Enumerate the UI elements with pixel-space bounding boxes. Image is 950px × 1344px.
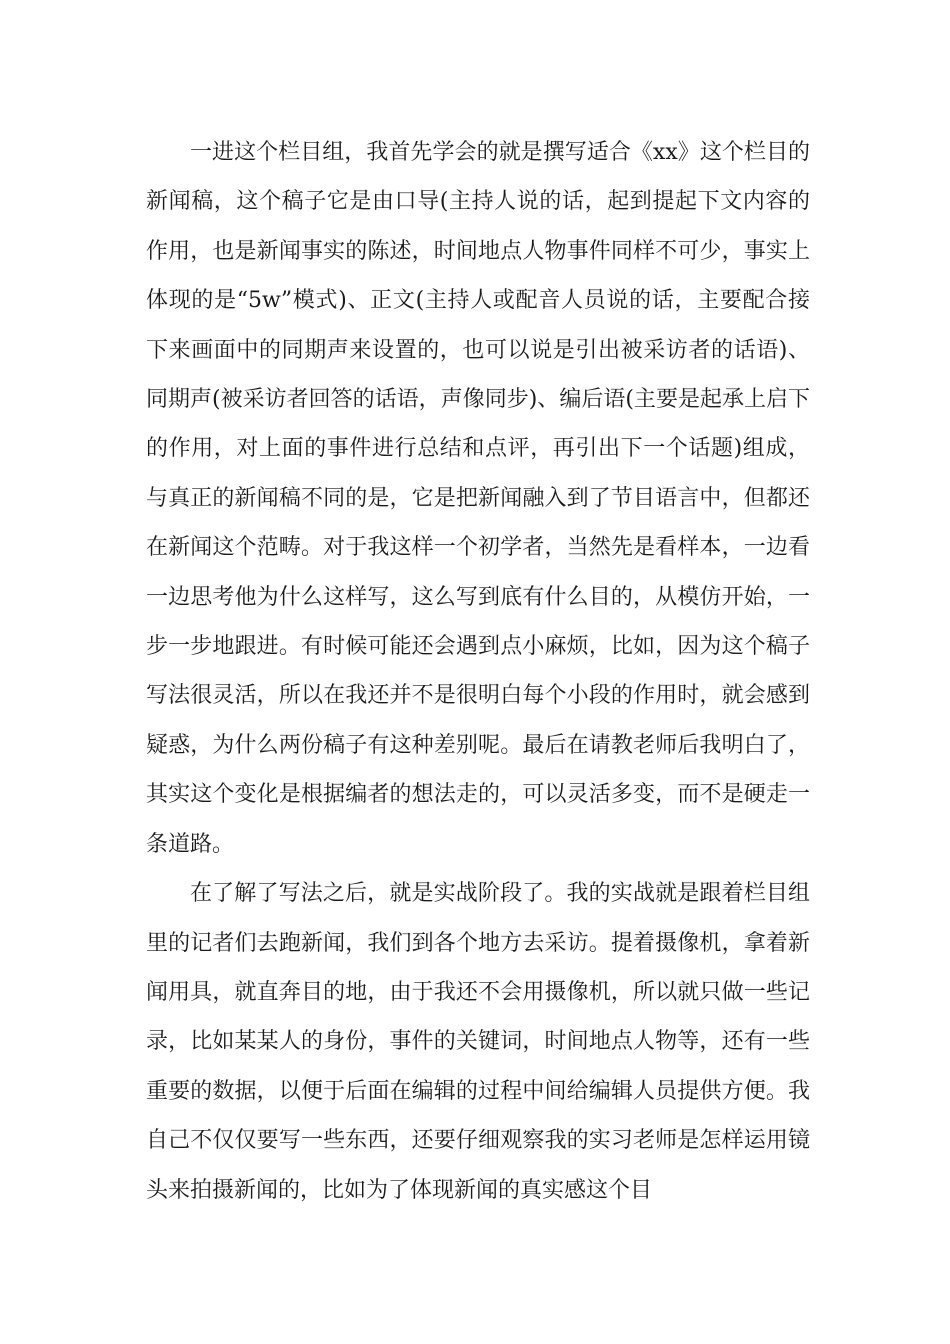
document-body	[146, 128, 810, 1215]
paragraph-2: 在了解了写法之后，就是实战阶段了。我的实战就是跟着栏目组里的记者们去跑新闻，我们到各个地方去采访。提着摄像机，拿着新闻用具，就直奔目的地，由于我还不会用摄像机，所以就只做一些记录，比如某某人的身份，事件的关键词，时间地点人物等，还有一些重要的数据，以便于后面在编辑的过程中间给编辑人员提供方便。我自己不仅仅要写一些东西，还要仔细观察我的实习老师是怎样运用镜头来拍摄新闻的，比如为了体现新闻的真实感这个目	[146, 881, 810, 1203]
paragraph-1: 一进这个栏目组，我首先学会的就是撰写适合《xx》这个栏目的新闻稿，这个稿子它是由口导(主持人说的话，起到提起下文内容的作用，也是新闻事实的陈述，时间地点人物事件同样不可少，事实上体现的是“5w”模式)、正文(主持人或配音人员说的话，主要配合接下来画面中的同期声来设置的，也可以说是引出被采访者的话语)、同期声(被采访者回答的话语，声像同步)、编后语(主要是起承上启下的作用，对上面的事件进行总结和点评，再引出下一个话题)组成，与真正的新闻稿不同的是，它是把新闻融入到了节目语言中，但都还在新闻这个范畴。对于我这样一个初学者，当然先是看样本，一边看一边思考他为什么这样写，这么写到底有什么目的，从模仿开始，一步一步地跟进。有时候可能还会遇到点小麻烦，比如，因为这个稿子写法很灵活，所以在我还并不是很明白每个小段的作用时，就会感到疑惑，为什么两份稿子有这种差别呢。最后在请教老师后我明白了，其实这个变化是根据编者的想法走的，可以灵活多变，而不是硬走一条道路。	[146, 140, 810, 857]
